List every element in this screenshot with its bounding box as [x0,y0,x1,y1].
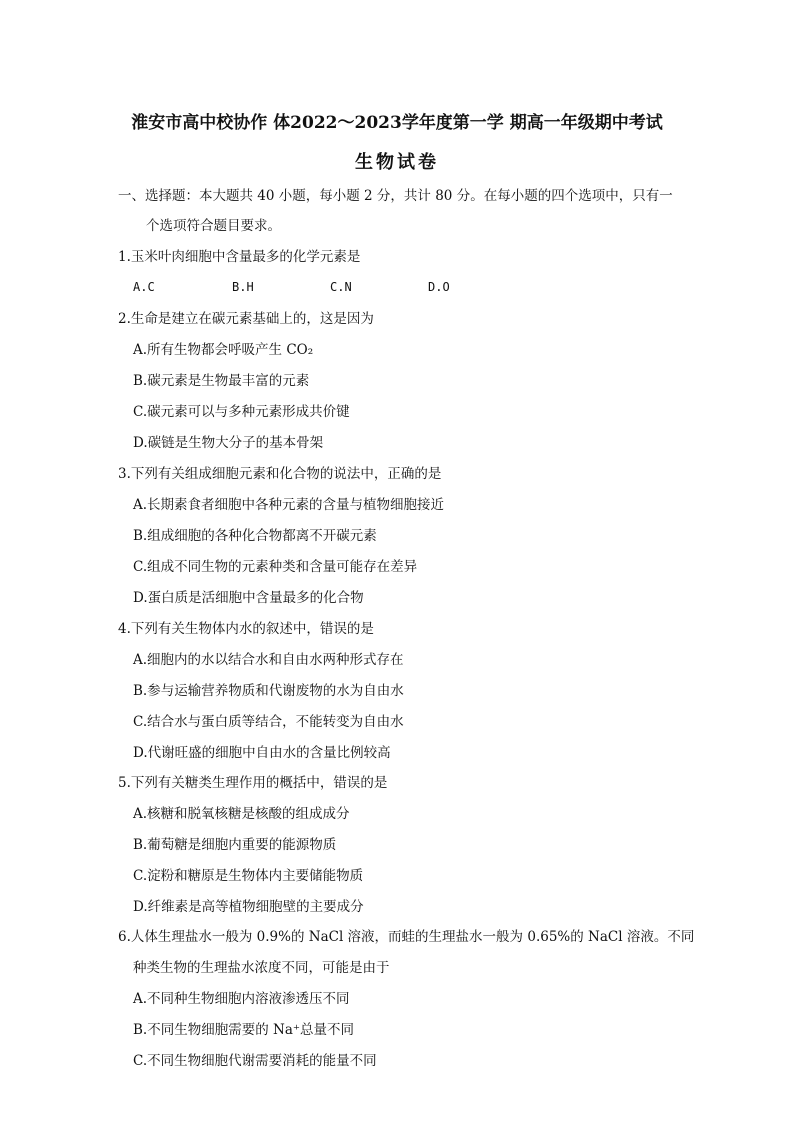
question-2-option-b: B.碳元素是生物最丰富的元素 [133,373,310,389]
exam-title: 淮安市高中校协作 体2022～2023学年度第一学 期高一年级期中考试 [131,113,663,133]
question-5-option-b: B.葡萄糖是细胞内重要的能源物质 [133,837,337,853]
question-4-option-b: B.参与运输营养物质和代谢废物的水为自由水 [133,683,404,699]
question-4-option-c: C.结合水与蛋白质等结合，不能转变为自由水 [133,714,404,730]
question-1-option-d: D.O [428,280,450,294]
question-4-option-d: D.代谢旺盛的细胞中自由水的含量比例较高 [133,745,391,761]
section-instructions: 一、选择题：本大题共 40 小题，每小题 2 分，共计 80 分。在每小题的四个选项中，只有一 [118,188,673,204]
question-5-option-a: A.核糖和脱氧核糖是核酸的组成成分 [133,806,350,822]
question-3-stem: 3.下列有关组成细胞元素和化合物的说法中，正确的是 [118,466,442,482]
question-1-option-a: A.C [133,280,155,294]
exam-subject: 生物试卷 [355,152,439,173]
question-3-option-b: B.组成细胞的各种化合物都离不开碳元素 [133,528,377,544]
question-6-stem-cont: 种类生物的生理盐水浓度不同，可能是由于 [133,960,390,976]
section-instructions-cont: 个选项符合题目要求。 [146,218,281,234]
question-4-stem: 4.下列有关生物体内水的叙述中，错误的是 [118,621,374,637]
question-5-option-d: D.纤维素是高等植物细胞壁的主要成分 [133,899,364,915]
question-1-stem: 1.玉米叶肉细胞中含量最多的化学元素是 [118,249,361,265]
question-5-stem: 5.下列有关糖类生理作用的概括中，错误的是 [118,775,388,791]
question-3-option-c: C.组成不同生物的元素种类和含量可能存在差异 [133,559,418,575]
question-4-option-a: A.细胞内的水以结合水和自由水两种形式存在 [133,652,404,668]
question-6-option-c: C.不同生物细胞代谢需要消耗的能量不同 [133,1053,377,1069]
question-3-option-d: D.蛋白质是活细胞中含量最多的化合物 [133,590,364,606]
question-2-option-d: D.碳链是生物大分子的基本骨架 [133,435,324,451]
question-1-option-b: B.H [232,280,254,294]
question-2-stem: 2.生命是建立在碳元素基础上的，这是因为 [118,311,374,327]
question-6-option-a: A.不同种生物细胞内溶液渗透压不同 [133,991,350,1007]
question-3-option-a: A.长期素食者细胞中各种元素的含量与植物细胞接近 [133,497,445,513]
question-5-option-c: C.淀粉和糖原是生物体内主要储能物质 [133,868,364,884]
question-1-option-c: C.N [330,280,352,294]
question-2-option-a: A.所有生物都会呼吸产生 CO₂ [133,342,314,358]
question-6-stem: 6.人体生理盐水一般为 0.9%的 NaCl 溶液，而蛙的生理盐水一般为 0.65%的 NaCl 溶液。不同 [118,929,695,945]
question-2-option-c: C.碳元素可以与多种元素形成共价键 [133,404,350,420]
question-6-option-b: B.不同生物细胞需要的 Na⁺总量不同 [133,1022,354,1038]
